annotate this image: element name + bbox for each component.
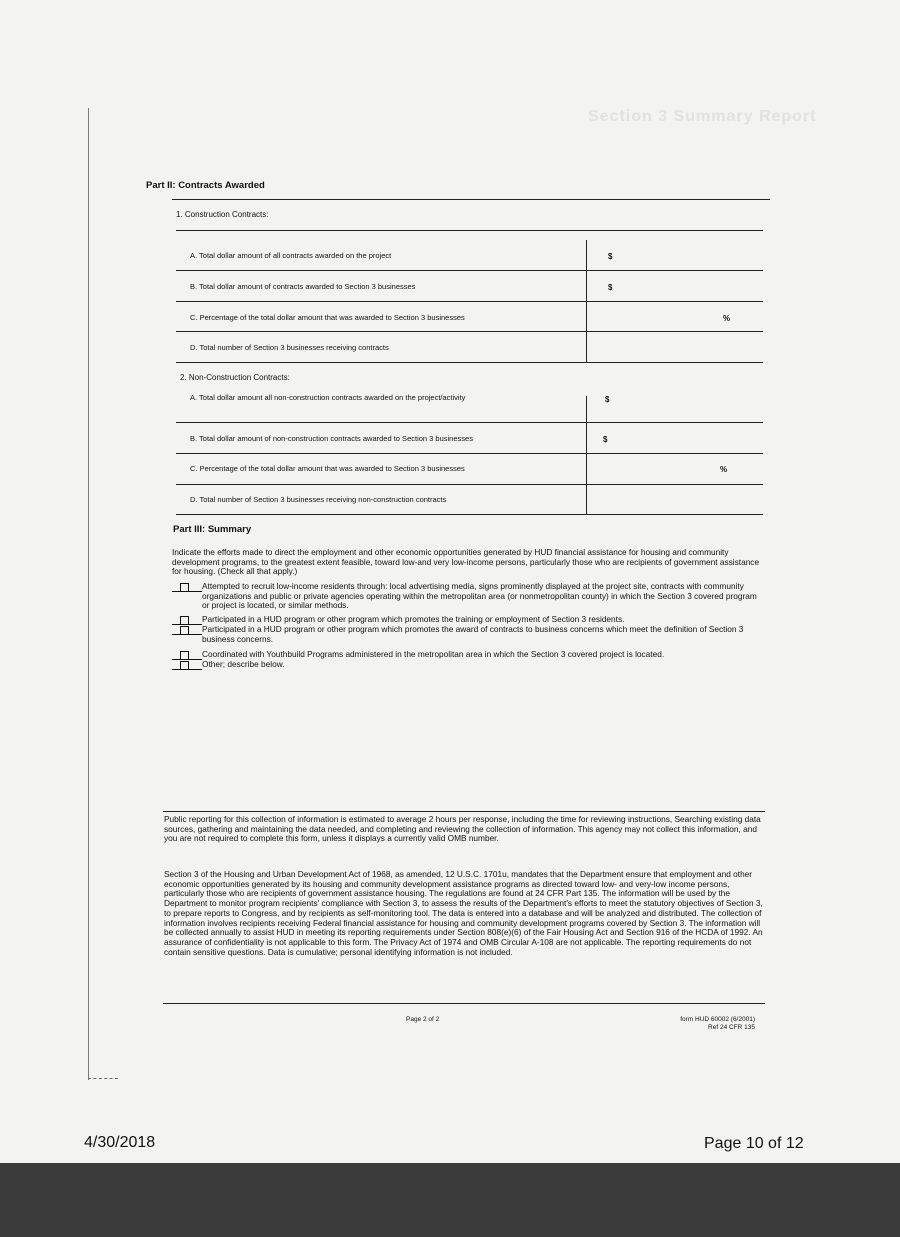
nonconstruction-row-a-label: A. Total dollar amount all non-construction contracts awarded on the project/activity — [190, 393, 466, 402]
construction-label: 1. Construction Contracts: — [176, 210, 269, 219]
checkbox[interactable] — [172, 660, 202, 670]
construction-row-c-unit: % — [723, 314, 731, 323]
part3-heading: Part III: Summary — [173, 524, 252, 535]
divider — [176, 230, 763, 231]
divider — [163, 1003, 765, 1004]
form-page-number: Page 2 of 2 — [406, 1016, 440, 1023]
nonconstruction-row-c-label: C. Percentage of the total dollar amount that was awarded to Section 3 businesses — [190, 464, 465, 473]
construction-row-c-label: C. Percentage of the total dollar amount that was awarded to Section 3 businesses — [190, 313, 465, 322]
checkbox[interactable] — [172, 615, 202, 625]
part2-heading: Part II: Contracts Awarded — [146, 180, 265, 191]
nonconstruction-row-a-unit: $ — [605, 395, 610, 404]
option-text: Participated in a HUD program or other program which promotes the training or employment of Section 3 residents. — [202, 614, 625, 624]
margin-line — [88, 108, 89, 1080]
bleed-through-title: Section 3 Summary Report — [588, 108, 817, 125]
nonconstruction-row-b-unit: $ — [603, 435, 608, 444]
margin-tick — [88, 1078, 118, 1080]
part3-intro: Indicate the efforts made to direct the employment and other economic opportunities generated by HUD financial assistance for housing and community development programs, to the greatest extent feasible, toward low-and very low-income persons, particularly those who are recipients of government assistance for housing. (Check all that apply.) — [172, 547, 760, 577]
scan-date: 4/30/2018 — [84, 1134, 156, 1151]
construction-row-a-unit: $ — [608, 252, 613, 261]
checkbox[interactable] — [172, 582, 202, 611]
option-award-contracts[interactable] — [172, 625, 762, 644]
burden-notice: Public reporting for this collection of information is estimated to average 2 hours per response, including the time for reviewing instructions, Searching existing data sources, gathering and maintaining the data needed, and completing and reviewing the collection of information. This agency may not collect this information, and you are not required to complete this form, unless it displays a currently valid OMB number. — [164, 814, 761, 844]
construction-row-d-label: D. Total number of Section 3 businesses receiving contracts — [190, 343, 389, 352]
divider — [163, 811, 765, 812]
nonconstruction-row-d-label: D. Total number of Section 3 businesses receiving non-construction contracts — [190, 495, 447, 504]
option-text: Participated in a HUD program or other program which promotes the award of contracts to business concerns which meet the definition of Section 3 business concerns. — [202, 624, 744, 644]
option-text: Attempted to recruit low-income residents through: local advertising media, signs prominently displayed at the project site, contracts with community organizations and public or private agencies operating within the metropolitan area (or nonmetropolitan county) in which the Section 3 covered program or project is located, or similar methods. — [202, 581, 757, 611]
construction-row-b-label: B. Total dollar amount of contracts awarded to Section 3 businesses — [190, 282, 416, 291]
construction-row-a-label: A. Total dollar amount of all contracts awarded on the project — [190, 251, 392, 260]
divider — [172, 199, 770, 200]
nonconstruction-row-b-label: B. Total dollar amount of non-construction contracts awarded to Section 3 businesses — [190, 434, 473, 443]
construction-row-b-unit: $ — [608, 283, 613, 292]
nonconstruction-row-c-unit: % — [720, 465, 728, 474]
option-text: Other; describe below. — [202, 659, 285, 669]
checkbox[interactable] — [172, 650, 202, 660]
option-attempted-recruit[interactable] — [172, 582, 762, 611]
option-other[interactable] — [172, 660, 762, 670]
scan-bottom-edge — [0, 1163, 900, 1237]
form-ref: Ref 24 CFR 135 — [708, 1024, 755, 1031]
nonconstruction-label: 2. Non-Construction Contracts: — [180, 373, 290, 382]
section3-notice: Section 3 of the Housing and Urban Development Act of 1968, as amended, 12 U.S.C. 1701u, mandates that the Department ensure that employment and other economic opportunities generated by its housing and community development assistance programs as directed toward low- and very-low income persons, particularly those who are recipients of government assistance housing. The regulations are found at 24 CFR Part 135. The information will be used by the Department to monitor program recipients' compliance with Section 3, to assess the results of the Department's efforts to meet the statutory objectives of Section 3, to prepare reports to Congress, and by recipients as self-monitoring tool. The data is entered into a database and will be analyzed and distributed. The collection of information involves recipients receiving Federal financial assistance for housing and community development programs covered by Section 3. The information will be collected annually to assist HUD in meeting its reporting requirements under Section 808(e)(6) of the Fair Housing Act and Section 916 of the HCDA of 1992. An assurance of confidentiality is not applicable to this form. The Privacy Act of 1974 and OMB Circular A-108 are not applicable. The reporting requirements do not contain sensitive questions. Data is cumulative; personal identifying information is not included. — [164, 869, 763, 957]
checkbox[interactable] — [172, 625, 202, 644]
scan-page-number: Page 10 of 12 — [704, 1135, 804, 1152]
option-text: Coordinated with Youthbuild Programs administered in the metropolitan area in which the Section 3 covered project is located. — [202, 649, 665, 659]
form-id: form HUD 60002 (6/2001) — [680, 1016, 755, 1023]
